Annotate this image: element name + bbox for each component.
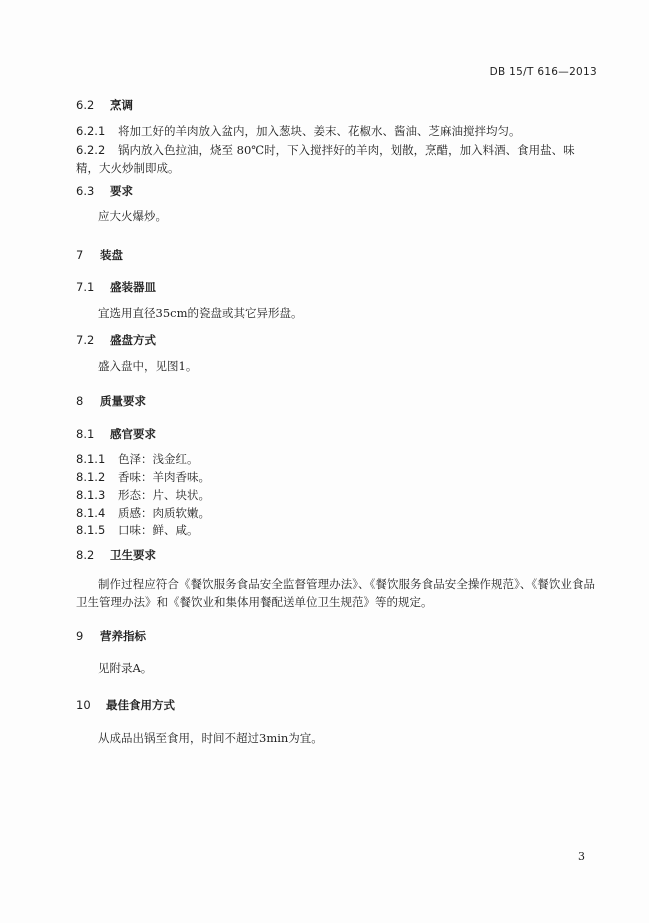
clause-number: 6.2.1: [76, 124, 106, 138]
section-title: 要求: [110, 184, 134, 198]
section-number: 6.2: [76, 98, 95, 112]
section-8-heading: [76, 392, 595, 410]
section-6-3-heading: [76, 182, 595, 200]
section-title: 最佳食用方式: [106, 698, 176, 712]
section-number: 8.1: [76, 427, 95, 441]
section-6-2-heading: [76, 96, 595, 114]
clause-number: 6.2.2: [76, 143, 106, 157]
section-number: 8.2: [76, 548, 95, 562]
item-text: 香味：羊肉香味。: [118, 470, 210, 484]
section-title: 感官要求: [110, 427, 157, 441]
standard-code: DB 15/T 616—2013: [489, 66, 597, 78]
section-6-3-text: 应大火爆炒。: [98, 209, 167, 223]
section-number: 6.3: [76, 184, 95, 198]
section-7-2-heading: [76, 331, 595, 349]
section-10-text: 从成品出锅至食用，时间不超过3min为宜。: [98, 731, 323, 745]
clause-6-2-2: [76, 141, 595, 177]
item-number: 8.1.4: [76, 506, 106, 520]
section-9-text: 见附录A。: [98, 661, 153, 675]
section-title: 营养指标: [100, 629, 147, 643]
section-7-1-heading: [76, 278, 595, 296]
section-number: 7: [76, 248, 84, 262]
list-item: [76, 468, 595, 486]
section-title: 装盘: [100, 248, 124, 262]
item-text: 口味：鲜、咸。: [118, 523, 199, 537]
item-number: 8.1.2: [76, 470, 106, 484]
section-9-heading: [76, 627, 595, 645]
section-title: 盛装器皿: [110, 280, 157, 294]
section-8-2-text: 制作过程应符合《餐饮服务食品安全监督管理办法》、《餐饮服务食品安全操作规范》、《餐饮业食品卫生管理办法》和《餐饮业和集体用餐配送单位卫生规范》等的规定。: [76, 577, 595, 609]
section-7-1-text: 宜选用直径35cm的瓷盘或其它异形盘。: [98, 306, 303, 320]
section-title: 烹调: [110, 98, 134, 112]
item-text: 质感：肉质软嫩。: [118, 506, 210, 520]
list-item: [76, 504, 595, 522]
section-number: 7.1: [76, 280, 95, 294]
section-number: 10: [76, 698, 91, 712]
list-item: [76, 486, 595, 504]
list-item: [76, 450, 595, 468]
item-text: 形态：片、块状。: [118, 488, 210, 502]
clause-6-2-1: [76, 122, 595, 140]
section-number: 8: [76, 394, 84, 408]
section-title: 质量要求: [100, 394, 147, 408]
item-number: 8.1.1: [76, 452, 106, 466]
section-title: 盛盘方式: [110, 333, 157, 347]
clause-text: 将加工好的羊肉放入盆内，加入葱块、姜末、花椒水、酱油、芝麻油搅拌均匀。: [118, 124, 521, 138]
item-text: 色泽：浅金红。: [118, 452, 199, 466]
section-10-heading: [76, 696, 595, 714]
section-title: 卫生要求: [110, 548, 157, 562]
section-8-2-heading: [76, 546, 595, 564]
section-7-2-text: 盛入盘中，见图1。: [98, 359, 198, 373]
list-item: [76, 521, 595, 539]
section-7-heading: [76, 246, 595, 264]
page-number: 3: [578, 850, 585, 863]
item-number: 8.1.3: [76, 488, 106, 502]
item-number: 8.1.5: [76, 523, 106, 537]
section-8-1-heading: [76, 425, 595, 443]
clause-text: 锅内放入色拉油，烧至 80℃时，下入搅拌好的羊肉，划散，烹醋，加入料酒、食用盐、味精，大火炒制即成。: [76, 143, 575, 175]
section-number: 7.2: [76, 333, 95, 347]
section-number: 9: [76, 629, 84, 643]
